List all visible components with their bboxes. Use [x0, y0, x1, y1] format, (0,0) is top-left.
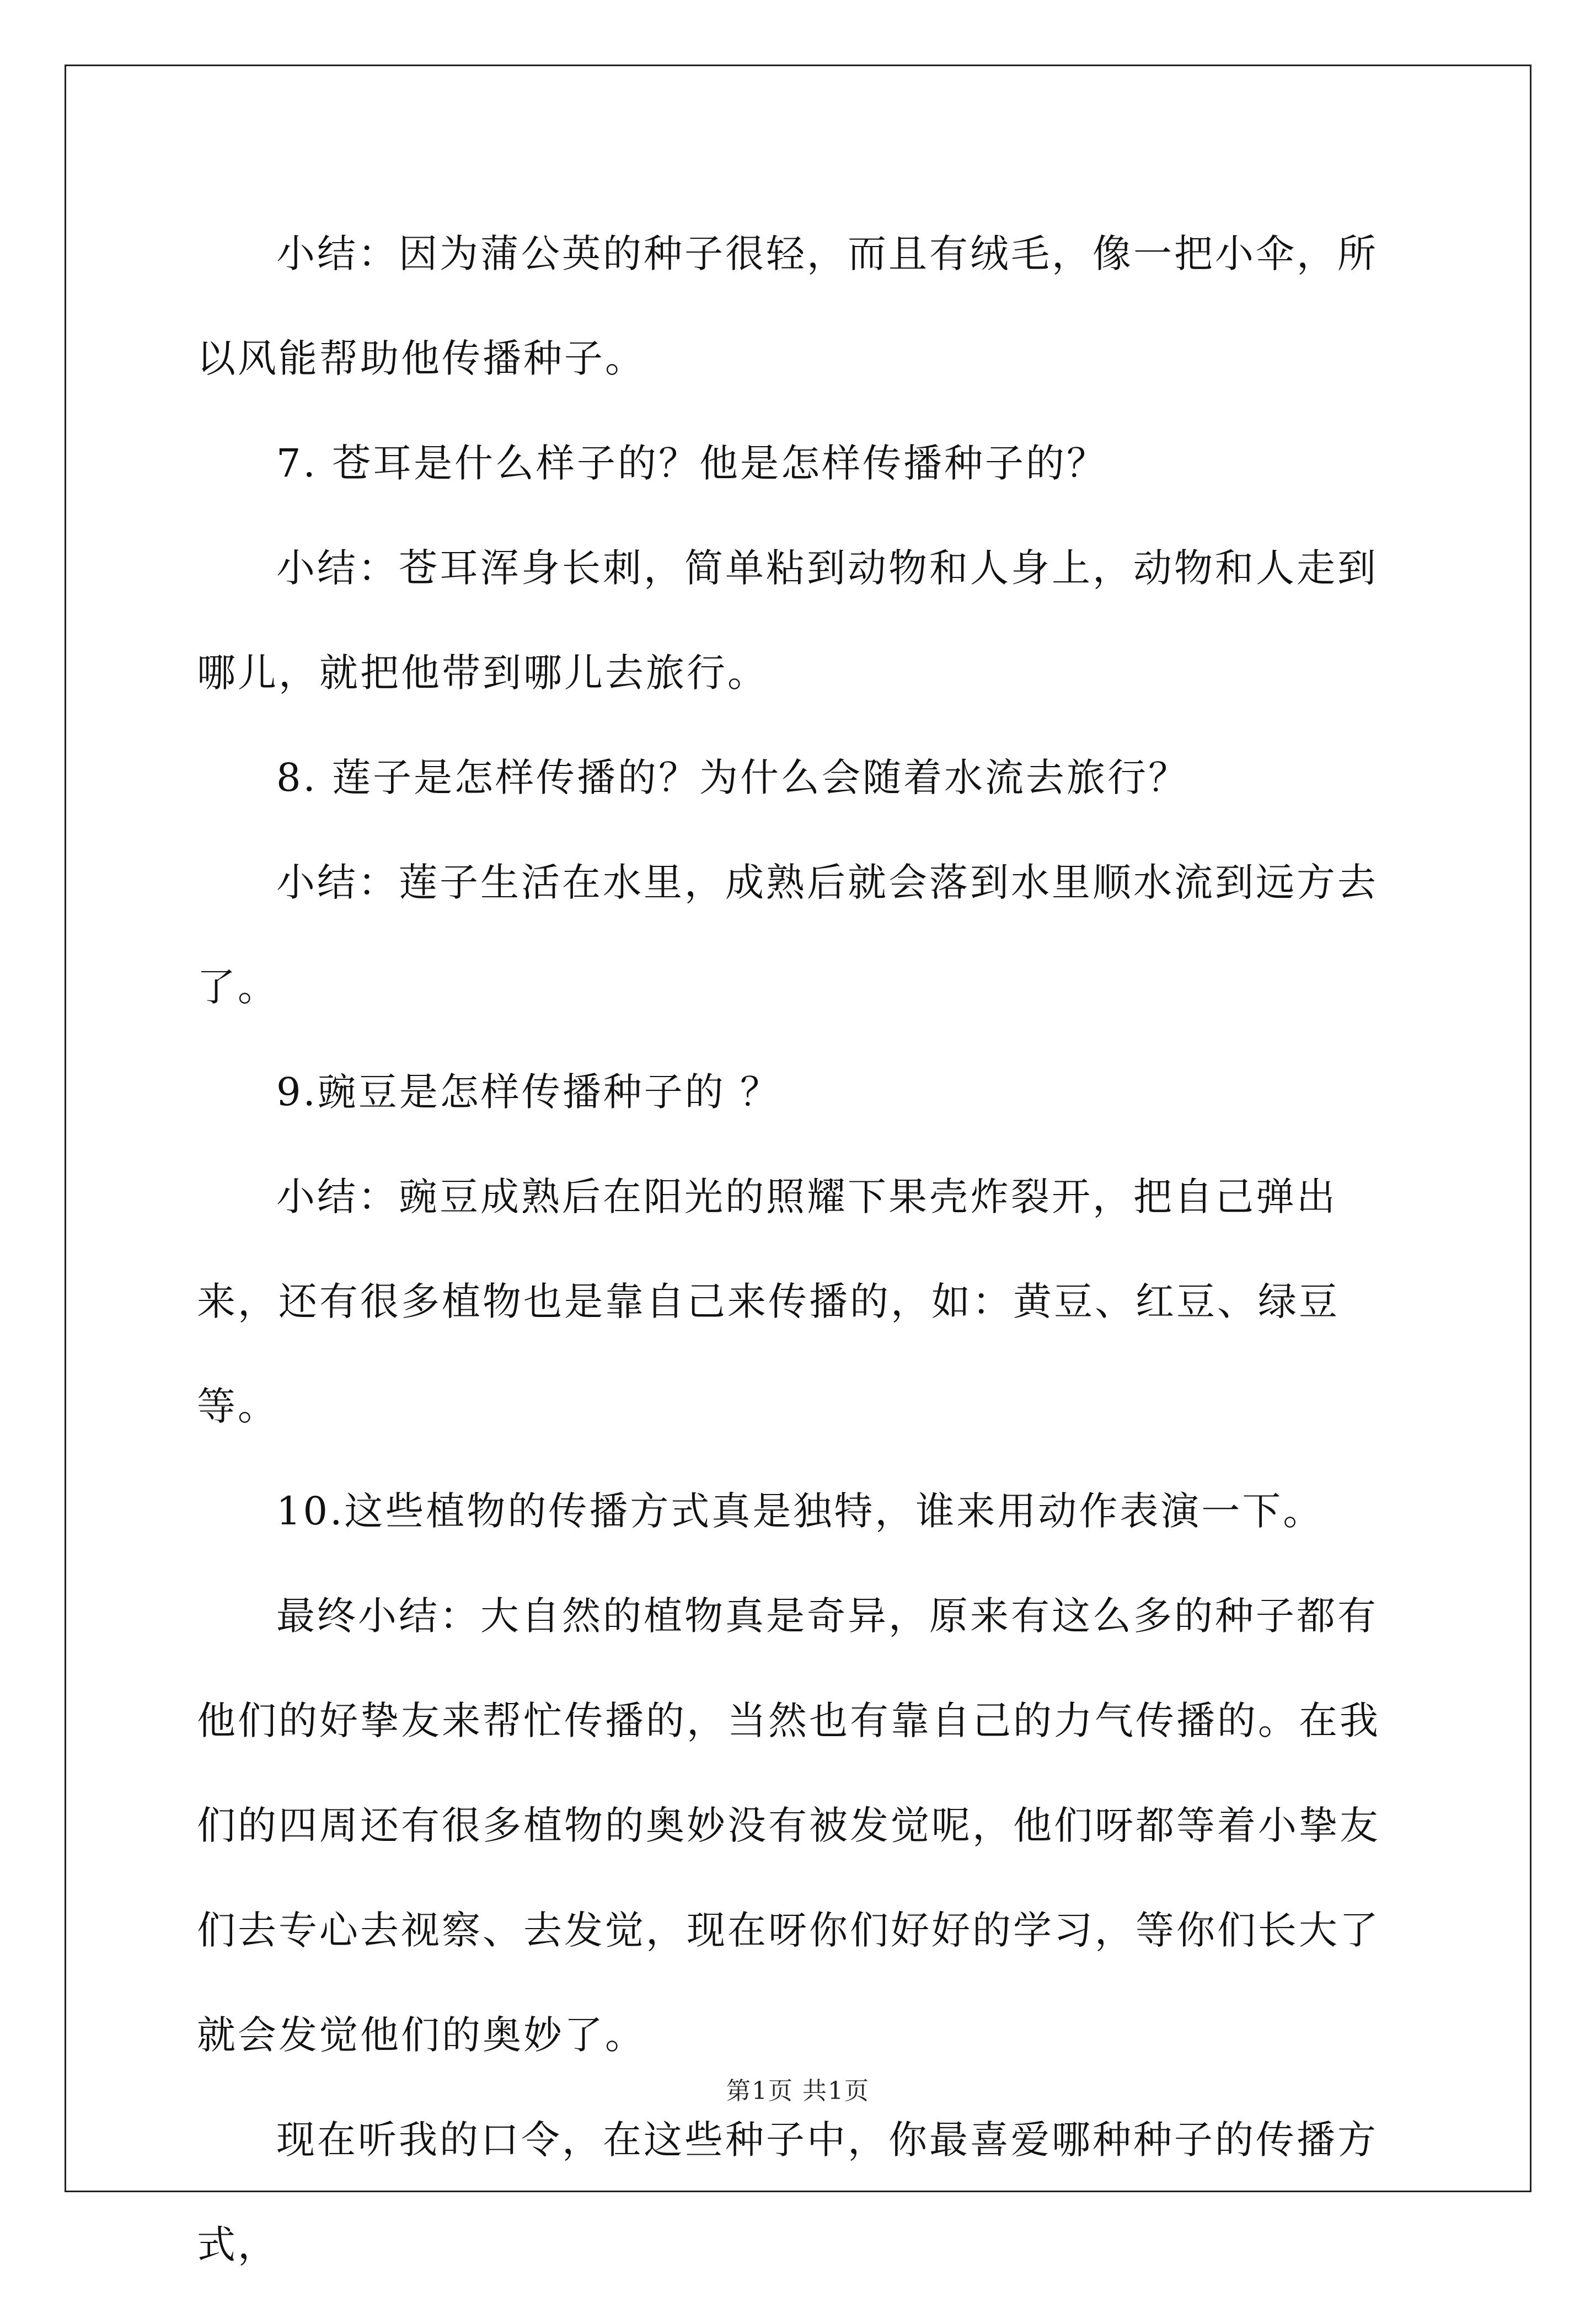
- page-number-footer: 第1页 共1页: [726, 2077, 870, 2105]
- paragraph-question-9: 9.豌豆是怎样传播种子的 ？: [276, 1069, 781, 1115]
- paragraph-cocklebur-summary: 小结：苍耳浑身长刺，简单粘到动物和人身上，动物和人走到哪儿，就把他带到哪儿去旅行。: [197, 545, 1378, 695]
- paragraph-question-7: 7. 苍耳是什么样子的？他是怎样传播种子的？: [276, 441, 1108, 486]
- paragraph-closing-instruction: 现在听我的口令，在这些种子中，你最喜爱哪种种子的传播方式，: [197, 2117, 1378, 2267]
- paragraph-pea-summary: 小结：豌豆成熟后在阳光的照耀下果壳炸裂开，把自己弹出来，还有很多植物也是靠自己来传播的，如：黄豆、红豆、绿豆等。: [197, 1174, 1340, 1429]
- paragraph-lotus-summary: 小结：莲子生活在水里，成熟后就会落到水里顺水流到远方去了。: [197, 860, 1378, 1010]
- paragraph-dandelion-summary: 小结：因为蒲公英的种子很轻，而且有绒毛，像一把小伞，所以风能帮助他传播种子。: [197, 231, 1378, 381]
- paragraph-question-8: 8. 莲子是怎样传播的？为什么会随着水流去旅行？: [276, 755, 1190, 800]
- document-body: [197, 201, 1416, 2297]
- paragraph-question-10: 10.这些植物的传播方式真是独特，谁来用动作表演一下。: [276, 1489, 1324, 1534]
- paragraph-final-summary: 最终小结：大自然的植物真是奇异，原来有这么多的种子都有他们的好挚友来帮忙传播的，当然也有靠自己的力气传播的。在我们的四周还有很多植物的奥妙没有被发觉呢，他们呀都等着小挚友们去专心去视察、去发觉，现在呀你们好好的学习，等你们长大了就会发觉他们的奥妙了。: [197, 1593, 1380, 2058]
